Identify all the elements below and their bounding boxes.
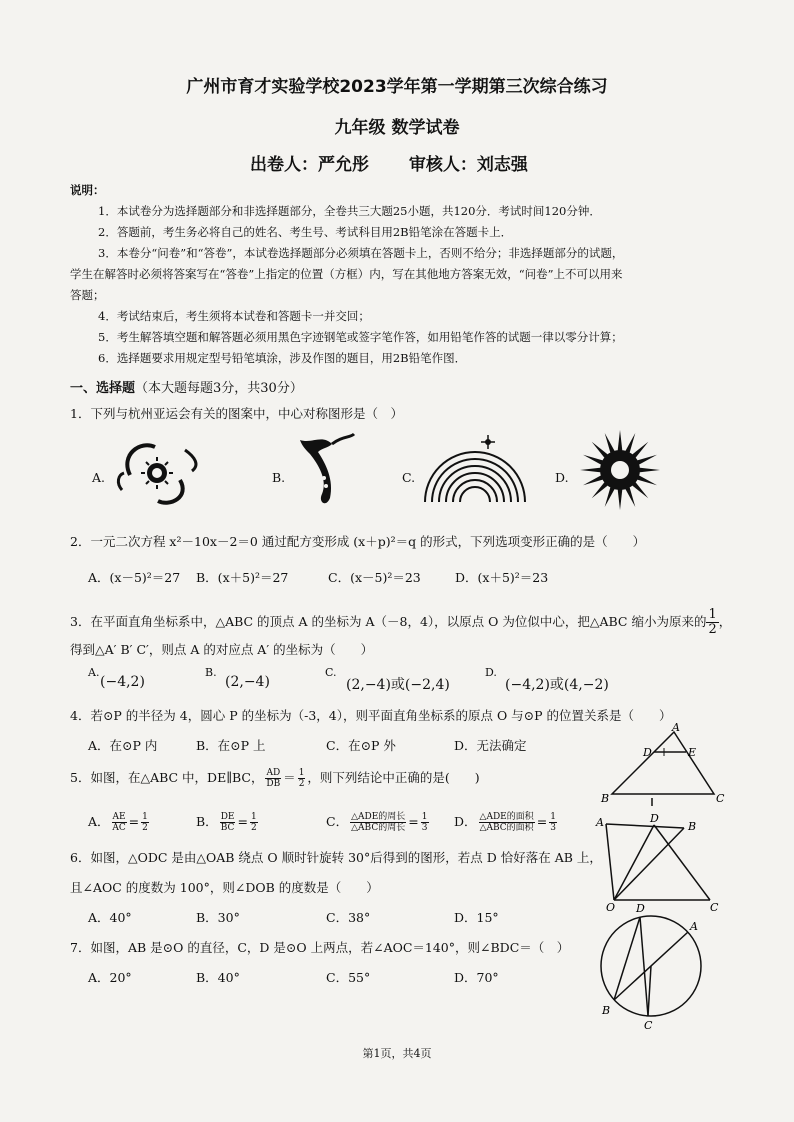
author-line — [250, 150, 562, 175]
q5-option-b-rhs-num: 1 — [250, 812, 257, 822]
q7-circle-figure — [596, 902, 706, 1032]
q5-option-c-label: C． — [326, 814, 349, 829]
q3-stem-end: ， — [718, 614, 732, 629]
q3-option-a-value: (−4,2) — [100, 674, 145, 690]
q5-option-a-label: A． — [88, 814, 110, 829]
q7-label-c: C — [644, 1019, 653, 1032]
q5-option-b-rhs-den: 2 — [250, 823, 257, 833]
q5-option-d-num: △ADE的面积 — [479, 812, 534, 822]
q5-stem-c: ，则下列结论中正确的是( ) — [307, 770, 480, 785]
q3-fraction — [706, 608, 718, 637]
reviewer: 审核人：刘志强 — [408, 155, 528, 175]
q5-option-a-frac — [112, 812, 127, 833]
note-3c: 答题； — [70, 288, 105, 302]
q5-option-c-frac — [350, 812, 406, 833]
q5-option-d-label: D． — [454, 814, 477, 829]
q5-option-a-rhs-den: 2 — [142, 823, 148, 833]
q1-option-b: B. — [272, 470, 286, 485]
q5-option-c-den: △ABC的周长 — [351, 823, 406, 833]
q5-ratio-den: DB — [266, 779, 281, 789]
instructions-heading: 说明： — [70, 183, 105, 197]
q6-label-b: B — [688, 820, 697, 833]
page-footer: 第1页，共4页 — [362, 1047, 432, 1060]
q3-option-c-value: (2,−4)或(−2,4) — [346, 677, 450, 693]
q5-option-c-rhs-den: 3 — [421, 823, 428, 833]
q1-figure-a — [110, 435, 205, 510]
q5-label-c: C — [716, 792, 725, 805]
q2-option-a: A．(x－5)²＝27 — [88, 570, 181, 585]
q1-option-c: C. — [402, 470, 416, 485]
q7-label-d: D — [636, 902, 645, 915]
q4-option-b: B．在⊙P 上 — [196, 738, 266, 753]
q7-option-a: A．20° — [88, 970, 132, 985]
q3-stem-a: 3．在平面直角坐标系中，△ABC 的顶点 A 的坐标为 A（－8，4），以原点 O 为位似中心，把△ABC 缩小为原来的 — [70, 614, 707, 629]
q4-option-a: A．在⊙P 内 — [88, 738, 158, 753]
q5-option-c-num: △ADE的周长 — [351, 812, 406, 822]
q5-option-b-frac — [220, 812, 236, 833]
q4-stem: 4．若⊙P 的半径为 4，圆心 P 的坐标为（-3，4），则平面直角坐标系的原点 O 与⊙P 的位置关系是（ ） — [70, 708, 672, 723]
q5-option-b-label: B． — [196, 814, 218, 829]
exam-subtitle: 九年级 数学试卷 — [334, 118, 460, 138]
q5-option-a-rhs-num: 1 — [142, 812, 148, 822]
q6-option-c: C．38° — [326, 910, 371, 925]
section-heading — [70, 377, 303, 396]
q4-option-d: D．无法确定 — [454, 738, 527, 753]
q5-option-a-rhs — [141, 812, 149, 833]
q5-stem — [70, 768, 480, 789]
q1-stem: 1．下列与杭州亚运会有关的图案中，中心对称图形是（ ） — [70, 406, 403, 421]
note-5: 5．考生解答填空题和解答题必须用黑色字迹钢笔或签字笔作答，如用铅笔作答的试题一律以零分计算； — [98, 330, 623, 344]
q5-option-a-num: AE — [112, 812, 126, 822]
q6-label-a: A — [596, 816, 604, 829]
q3-stem-b: 得到△A′ B′ C′，则点 A 的对应点 A′ 的坐标为（ ） — [70, 642, 374, 657]
q6-label-d: D — [650, 812, 659, 825]
q6-rotation-figure — [594, 812, 724, 912]
q6-option-a: A．40° — [88, 910, 132, 925]
q5-option-d-den: △ABC的面积 — [479, 823, 534, 833]
q5-label-e: E — [688, 746, 697, 759]
q5-option-b: B． $\frac{DE}{BC}$ = $\frac{1}{2}$ — [196, 812, 257, 833]
q5-option-c-rhs — [421, 812, 429, 833]
q5-option-a: A． $\frac{AE}{AC}$ = $\frac{1}{2}$ — [88, 812, 148, 833]
sun-ray — [638, 468, 660, 473]
q3-option-b-value: (2,−4) — [225, 674, 270, 690]
q6-stem-b: 且∠AOC 的度数为 100°，则∠DOB 的度数是（ ） — [70, 880, 379, 895]
q5-option-c: C． $\frac{\text{△ADE的周长}}{\text{△ABC的周长}}$ = $\frac{1}{3}$ — [326, 812, 428, 833]
q1-option-d: D. — [555, 470, 569, 485]
q5-option-d: D． $\frac{\text{△ADE的面积}}{\text{△ABC的面积}}$ = $\frac{1}{3}$ — [454, 812, 556, 833]
q5-triangle-figure — [598, 722, 728, 807]
note-4: 4．考试结束后，考生须将本试卷和答题卡一并交回； — [98, 309, 370, 323]
sun-ray — [618, 430, 623, 452]
note-3a: 3．本卷分“问卷”和“答卷”，本试卷选择题部分必须填在答题卡上，否则不给分；非选择题部分的试题， — [98, 246, 624, 260]
exam-title: 广州市育才实验学校2023学年第一学期第三次综合练习 — [186, 77, 608, 97]
q1-figure-c — [420, 432, 530, 507]
q5-option-a-den: AC — [112, 823, 126, 833]
q5-label-a: A — [672, 721, 680, 734]
q1-option-a: A. — [92, 470, 106, 485]
q5-ratio-value-den: 2 — [298, 779, 305, 789]
q5-ratio-num: AD — [266, 768, 281, 778]
section-title: 一、选择题 — [70, 381, 136, 396]
q5-ratio-value-num: 1 — [298, 768, 305, 778]
q5-option-b-rhs — [250, 812, 258, 833]
q6-option-b: B．30° — [196, 910, 240, 925]
sun-ray — [618, 488, 623, 510]
q5-option-d-rhs — [549, 812, 557, 833]
q3-frac-num: 1 — [708, 607, 717, 622]
q2-option-b: B．(x＋5)²＝27 — [196, 570, 289, 585]
q6-stem-a: 6．如图，△ODC 是由△OAB 绕点 O 顺时针旋转 30°后得到的图形，若点 D 恰好落在 AB 上， — [70, 850, 602, 865]
q5-option-d-rhs-den: 3 — [550, 823, 556, 833]
q3-option-b-label: B. — [205, 666, 217, 679]
q3-option-d-value: (−4,2)或(4,−2) — [505, 677, 609, 693]
sun-ray — [580, 468, 602, 473]
q5-option-b-den: BC — [220, 823, 235, 833]
note-2: 2．答题前，考生务必将自己的姓名、考生号、考试科目用2B铅笔涂在答题卡上． — [98, 225, 513, 239]
q7-stem: 7．如图，AB 是⊙O 的直径，C，D 是⊙O 上两点，若∠AOC＝140°，则∠BDC＝（ ） — [70, 940, 570, 955]
q3-stem-line1 — [70, 608, 731, 637]
q7-label-b: B — [602, 1004, 611, 1017]
q6-option-d: D．15° — [454, 910, 499, 925]
q3-frac-den: 2 — [708, 622, 717, 637]
q2-option-c: C．(x－5)²＝23 — [328, 570, 421, 585]
q7-option-b: B．40° — [196, 970, 240, 985]
q5-option-d-frac — [479, 812, 535, 833]
q5-label-d: D — [643, 746, 652, 759]
instructions — [70, 180, 623, 369]
note-3b: 学生在解答时必须将答案写在“答卷”上指定的位置（方框）内，写在其他地方答案无效，“问卷”上不可以用来 — [70, 267, 623, 281]
q3-option-c-label: C. — [325, 666, 337, 679]
q5-label-b: B — [601, 792, 610, 805]
q3-option-a-label: A. — [88, 666, 100, 679]
q7-option-c: C．55° — [326, 970, 371, 985]
q7-label-a: A — [690, 920, 698, 933]
note-1: 1．本试卷分为选择题部分和非选择题部分，全卷共三大题25小题，共120分．考试时间120分钟． — [98, 204, 601, 218]
q5-ratio-frac — [265, 768, 281, 789]
q5-option-b-num: DE — [220, 812, 235, 822]
q4-option-c: C．在⊙P 外 — [326, 738, 396, 753]
q5-option-d-rhs-num: 1 — [550, 812, 556, 822]
q5-option-c-rhs-num: 1 — [421, 812, 428, 822]
author: 出卷人：严允彤 — [250, 155, 369, 175]
q5-stem-b: ＝ — [283, 770, 296, 785]
q5-ratio-value — [298, 768, 306, 789]
q7-option-d: D．70° — [454, 970, 499, 985]
q2-option-d: D．(x＋5)²＝23 — [455, 570, 549, 585]
note-6: 6．选择题要求用规定型号铅笔填涂，涉及作图的题目，用2B铅笔作图． — [98, 351, 467, 365]
q3-option-d-label: D. — [485, 666, 497, 679]
q1-figure-d — [578, 428, 663, 513]
section-desc: （本大题每题3分，共30分） — [135, 381, 303, 396]
q1-figure-b — [292, 430, 362, 510]
q2-stem: 2．一元二次方程 x²－10x－2＝0 通过配方变形成 (x＋p)²＝q 的形式，下列选项变形正确的是（ ） — [70, 534, 646, 549]
q6-label-c: C — [710, 901, 719, 914]
q6-label-o: O — [606, 901, 616, 914]
q5-stem-a: 5．如图，在△ABC 中，DE∥BC， — [70, 770, 264, 785]
